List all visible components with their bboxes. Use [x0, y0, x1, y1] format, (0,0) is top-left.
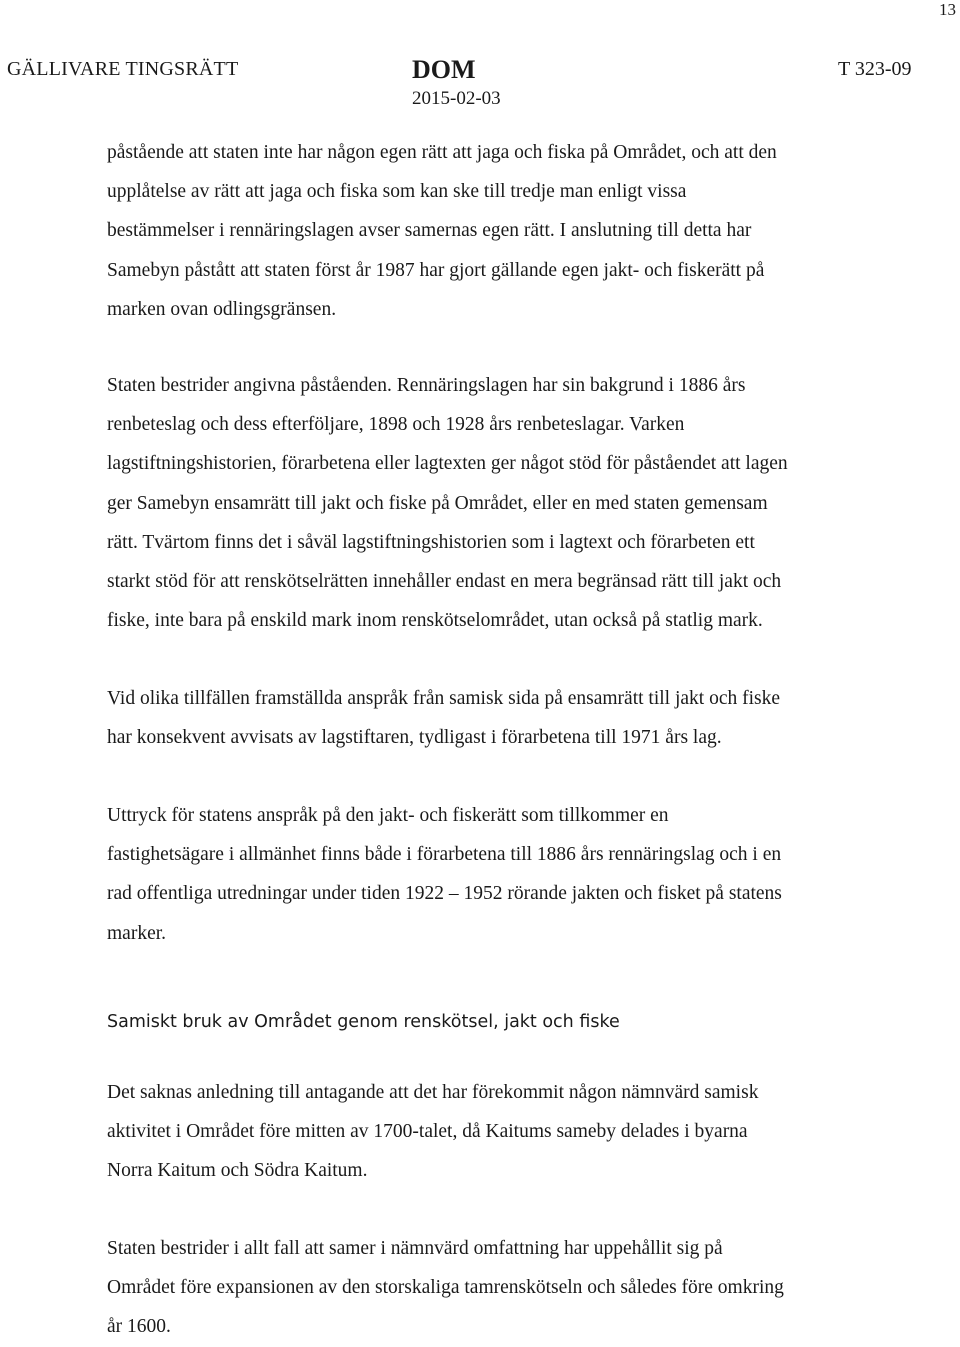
paragraph	[107, 796, 907, 953]
text-line: Samebyn påstått att staten först år 1987 har gjort gällande egen jakt- och fiskerätt på	[107, 259, 765, 281]
text-line: aktivitet i Området före mitten av 1700-talet, då Kaitums sameby delades i byarna	[107, 1121, 748, 1143]
text-line: Området före expansionen av den storskaliga tamrenskötseln och således före omkring	[107, 1277, 784, 1299]
court-name: GÄLLIVARE TINGSRÄTT	[7, 58, 239, 80]
paragraph	[107, 133, 907, 329]
text-line: renbeteslag och dess efterföljare, 1898 och 1928 års renbeteslagar. Varken	[107, 414, 685, 436]
page-number: 13	[939, 0, 956, 19]
text-line: Staten bestrider angivna påståenden. Rennäringslagen har sin bakgrund i 1886 års	[107, 375, 746, 396]
text-line: Staten bestrider i allt fall att samer i nämnvärd omfattning har uppehållit sig på	[107, 1238, 723, 1259]
text-line: Vid olika tillfällen framställda anspråk från samisk sida på ensamrätt till jakt och fiske	[107, 688, 781, 709]
text-line: fastighetsägare i allmänhet finns både i förarbetena till 1886 års rennäringslag och i en	[107, 844, 782, 866]
text-line: år 1600.	[107, 1316, 171, 1338]
text-line: Uttryck för statens anspråk på den jakt- och fiskerätt som tillkommer en	[107, 805, 669, 826]
text-line: ger Samebyn ensamrätt till jakt och fiske på Området, eller en med staten gemensam	[107, 492, 768, 514]
text-line: fiske, inte bara på enskild mark inom renskötselområdet, utan också på statlig mark.	[107, 610, 763, 632]
text-line: Det saknas anledning till antagande att det har förekommit någon nämnvärd samisk	[107, 1082, 759, 1103]
text-line: marken ovan odlingsgränsen.	[107, 298, 337, 320]
text-line: marker.	[107, 922, 167, 944]
text-line: rätt. Tvärtom finns det i såväl lagstiftningshistorien som i lagtext och förarbeten ett	[107, 531, 755, 553]
text-line: lagstiftningshistorien, förarbetena eller lagtexten ger något stöd för påståendet att lagen	[107, 453, 788, 475]
document-date: 2015-02-03	[412, 88, 501, 109]
text-line: starkt stöd för att renskötselrätten innehåller endast en mera begränsad rätt till jakt och	[107, 571, 782, 593]
text-line: upplåtelse av rätt att jaga och fiska som kan ske till tredje man enligt vissa	[107, 181, 687, 203]
text-line: påstående att staten inte har någon egen rätt att jaga och fiska på Området, och att den	[107, 142, 777, 163]
text-line: Norra Kaitum och Södra Kaitum.	[107, 1160, 368, 1182]
paragraph	[107, 679, 907, 757]
case-number: T 323-09	[838, 58, 912, 80]
paragraph	[107, 1073, 907, 1191]
paragraph	[107, 366, 907, 640]
text-line: rad offentliga utredningar under tiden 1922 – 1952 rörande jakten och fisket på statens	[107, 883, 782, 905]
text-line: bestämmelser i rennäringslagen avser samernas egen rätt. I anslutning till detta har	[107, 220, 752, 242]
text-line: har konsekvent avvisats av lagstiftaren, tydligast i förarbetena till 1971 års lag.	[107, 727, 722, 749]
paragraph	[107, 1229, 907, 1347]
document-type: DOM	[412, 55, 476, 84]
section-heading: Samiskt bruk av Området genom renskötsel, jakt och fiske	[107, 1012, 620, 1032]
